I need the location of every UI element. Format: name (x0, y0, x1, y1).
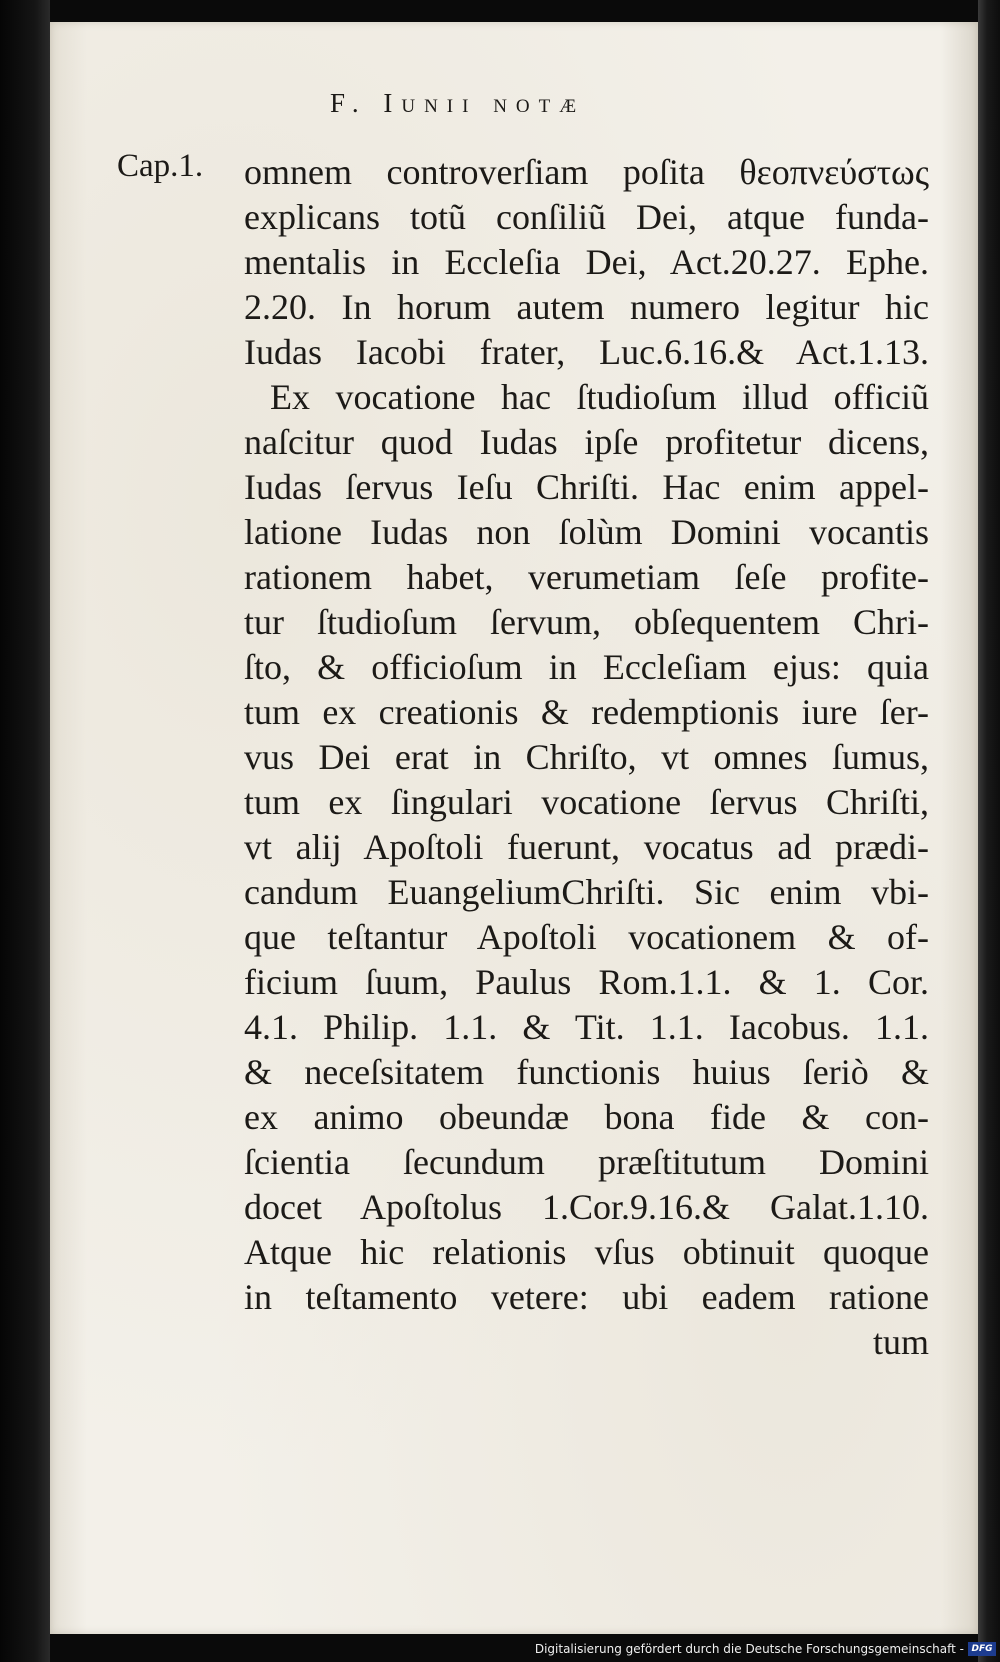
dfg-logo-icon: DFG (968, 1642, 996, 1656)
text-line: ſcientia ſecundum præſtitutum Domini (244, 1142, 929, 1182)
text-line: 2.20. In horum autem numero legitur hic (244, 287, 929, 327)
text-line: Atque hic relationis vſus obtinuit quoque (244, 1232, 929, 1272)
text-line: vus Dei erat in Chriſto, vt omnes ſumus, (244, 737, 929, 777)
body-text (244, 150, 929, 1450)
text-line: Ex vocatione hac ſtudioſum illud officiũ (270, 377, 929, 417)
footer-credit-text: Digitalisierung gefördert durch die Deutsche Forschungsgemeinschaft - (534, 1642, 964, 1656)
text-line: mentalis in Eccleſia Dei, Act.20.27. Ephe. (244, 242, 929, 282)
digitization-footer (535, 1640, 996, 1658)
text-line: latione Iudas non ſolùm Domini vocantis (244, 512, 929, 552)
running-head: F. Iunii notæ (330, 88, 586, 118)
text-line: tum ex creationis & redemptionis iure ſer- (244, 692, 929, 732)
text-line: ex animo obeundæ bona fide & con- (244, 1097, 929, 1137)
text-line: naſcitur quod Iudas ipſe profitetur dicens, (244, 422, 929, 462)
text-line: & neceſsitatem functionis huius ſeriò & (244, 1052, 929, 1092)
text-line: 4.1. Philip. 1.1. & Tit. 1.1. Iacobus. 1.1. (244, 1007, 929, 1047)
catchword: tum (872, 1322, 929, 1362)
text-line: vt alij Apoſtoli fuerunt, vocatus ad prædi- (244, 827, 929, 867)
text-line: explicans totũ conſiliũ Dei, atque funda- (244, 197, 929, 237)
text-line: Iudas ſervus Ieſu Chriſti. Hac enim appel- (244, 467, 929, 507)
text-line: rationem habet, verumetiam ſeſe profite- (244, 557, 929, 597)
text-line: ficium ſuum, Paulus Rom.1.1. & 1. Cor. (244, 962, 929, 1002)
text-line: Iudas Iacobi frater, Luc.6.16.& Act.1.13. (244, 332, 929, 372)
text-line: candum EuangeliumChriſti. Sic enim vbi- (244, 872, 929, 912)
text-line: docet Apoſtolus 1.Cor.9.16.& Galat.1.10. (244, 1187, 929, 1227)
book-edge-left (0, 0, 50, 1662)
text-line: ſto, & officioſum in Eccleſiam ejus: quia (244, 647, 929, 687)
chapter-margin-note: Cap.1. (117, 148, 204, 184)
text-line: tum ex ſingulari vocatione ſervus Chriſti, (244, 782, 929, 822)
book-edge-right (978, 0, 1000, 1662)
text-line: tur ſtudioſum ſervum, obſequentem Chri- (244, 602, 929, 642)
text-line: omnem controverſiam poſita θεοπνεύστως (244, 152, 929, 192)
text-line: in teſtamento vetere: ubi eadem ratione (244, 1277, 929, 1317)
text-line: que teſtantur Apoſtoli vocationem & of- (244, 917, 929, 957)
